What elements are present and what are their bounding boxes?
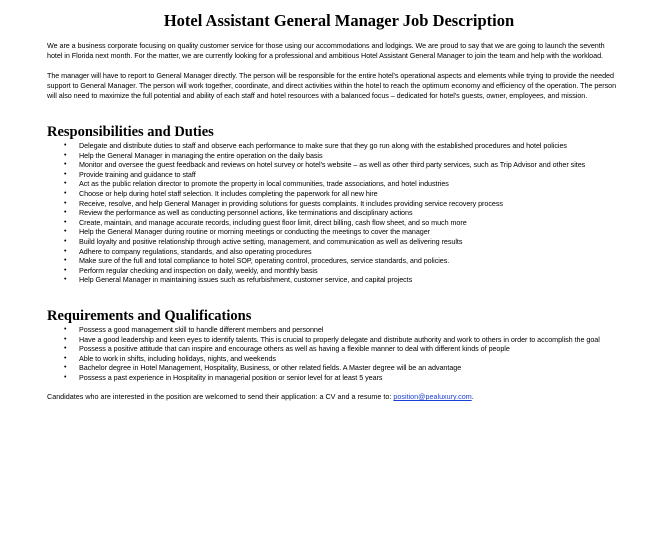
list-item-text: Create, maintain, and manage accurate records, including guest floor limit, direct billing, cash flow sheet, and so much more: [79, 217, 467, 227]
bullet-icon: •: [64, 209, 67, 217]
list-item-text: Provide training and guidance to staff: [79, 169, 196, 179]
responsibility-item: [47, 275, 619, 285]
requirement-item: [47, 325, 619, 335]
bullet-icon: •: [64, 189, 67, 197]
list-item-text: Build loyalty and positive relationship through active setting, management, and communication as well as delivering results: [79, 236, 463, 246]
bullet-icon: •: [64, 161, 67, 169]
bullet-icon: •: [64, 237, 67, 245]
responsibility-item: [47, 199, 619, 209]
bullet-icon: •: [64, 266, 67, 274]
list-item-text: Make sure of the full and total compliance to hotel SOP, operating control, procedures, service standards, and policies.: [79, 256, 450, 266]
bullet-icon: •: [64, 364, 67, 372]
bullet-icon: •: [64, 228, 67, 236]
list-item-text: Receive, resolve, and help General Manager in providing solutions for guests complaints. It includes providing service recovery process: [79, 198, 503, 208]
requirement-item: [47, 354, 619, 364]
bullet-icon: •: [64, 142, 67, 149]
requirement-item: [47, 363, 619, 373]
email-link[interactable]: position@pealuxury.com: [393, 392, 472, 402]
bullet-icon: •: [64, 199, 67, 207]
bullet-icon: •: [64, 354, 67, 362]
closing-suffix: .: [471, 392, 474, 402]
bullet-icon: •: [64, 170, 67, 178]
responsibility-item: [47, 247, 619, 257]
list-item-text: Bachelor degree in Hotel Management, Hospitality, Business, or other related fields. A Master degree will be an advantage: [79, 363, 462, 373]
list-item-text: Act as the public relation director to promote the property in local communities, trade associations, and hotel industries: [79, 179, 449, 189]
responsibility-item: [47, 170, 619, 180]
list-item-text: Help the General Manager during routine or morning meetings or conducting the meetings to cover the manager: [79, 227, 431, 237]
responsibility-item: [47, 179, 619, 189]
bullet-icon: •: [64, 257, 67, 265]
responsibility-item: [47, 189, 619, 199]
list-item-text: Help the General Manager in managing the entire operation on the daily basis: [79, 150, 323, 160]
responsibility-item: [47, 227, 619, 237]
bullet-icon: •: [64, 325, 67, 333]
page-title: Hotel Assistant General Manager Job Description: [163, 11, 515, 30]
closing-text: Candidates who are interested in the position are welcomed to send their application: a CV and a resume to:: [47, 392, 394, 402]
list-item-text: Monitor and oversee the guest feedback and reviews on hotel survey or hotel's website – as well as other third party services, such as Trip Advisor and other sites: [79, 160, 586, 170]
requirements-heading: Requirements and Qualifications: [47, 307, 252, 324]
list-item-text: Perform regular checking and inspection on daily, weekly, and monthly basis: [79, 265, 318, 275]
responsibility-item: [47, 266, 619, 276]
requirement-item: [47, 344, 619, 354]
responsibility-item: [47, 151, 619, 161]
bullet-icon: •: [64, 247, 67, 255]
responsibility-item: [47, 218, 619, 228]
list-item-text: Possess a past experience in Hospitality in managerial position or senior level for at least 5 years: [79, 372, 383, 382]
responsibilities-list: [47, 141, 619, 285]
responsibility-item: [47, 237, 619, 247]
list-item-text: Able to work in shifts, including holidays, nights, and weekends: [79, 353, 276, 363]
job-description-page: [47, 10, 619, 402]
list-item-text: Delegate and distribute duties to staff and observe each performance to make sure that they go run along with the established procedures and hotel policies: [79, 141, 567, 150]
role-paragraph: The manager will have to report to General Manager directly. The person will be responsible for the entire hotel's operational aspects and elements while trying to provide the needed support to General Manager. The person will work together, coordinate, and direct activities within the hotel to reach the optimum economy and efficiency of the operation. The person will also need to maximize the full potential and ability of each staff and hotel resources with a balanced focus – dedicated for hotel's guests, owner, employees, and mission.: [47, 71, 617, 100]
bullet-icon: •: [64, 276, 67, 284]
list-item-text: Have a good leadership and keen eyes to identify talents. This is crucial to properly delegate and distribute authority and work to others in order to accomplish the goal: [79, 334, 600, 344]
bullet-icon: •: [64, 345, 67, 353]
requirement-item: [47, 373, 619, 383]
bullet-icon: •: [64, 373, 67, 381]
requirement-item: [47, 335, 619, 345]
list-item-text: Possess a good management skill to handle different members and personnel: [79, 324, 324, 334]
bullet-icon: •: [64, 180, 67, 188]
list-item-text: Review the performance as well as conducting personnel actions, like terminations and disciplinary actions: [79, 208, 413, 218]
list-item-text: Possess a positive attitude that can inspire and encourage others as well as having a flexible manner to deal with different kinds of people: [79, 344, 510, 354]
responsibilities-heading: Responsibilities and Duties: [47, 124, 214, 140]
bullet-icon: •: [64, 218, 67, 226]
bullet-icon: •: [64, 335, 67, 343]
list-item-text: Help General Manager in maintaining issues such as refurbishment, customer service, and capital projects: [79, 275, 413, 285]
intro-paragraph: We are a business corporate focusing on quality customer service for those using our accommodations and lodgings. We are proud to say that we are going to launch the seventh hotel in Florida next month. For the matter, we are currently looking for a professional and ambitious Hotel Assistant General Manager to join the team and help with the workload.: [47, 41, 605, 60]
responsibility-item: [47, 141, 619, 151]
list-item-text: Choose or help during hotel staff selection. It includes completing the paperwork for all new hire: [79, 188, 378, 198]
list-item-text: Adhere to company regulations, standards, and also operating procedures: [79, 246, 312, 256]
responsibility-item: [47, 256, 619, 266]
bullet-icon: •: [64, 151, 67, 159]
requirements-list: [47, 325, 619, 383]
responsibility-item: [47, 160, 619, 170]
closing-paragraph: [47, 392, 619, 402]
responsibility-item: [47, 208, 619, 218]
